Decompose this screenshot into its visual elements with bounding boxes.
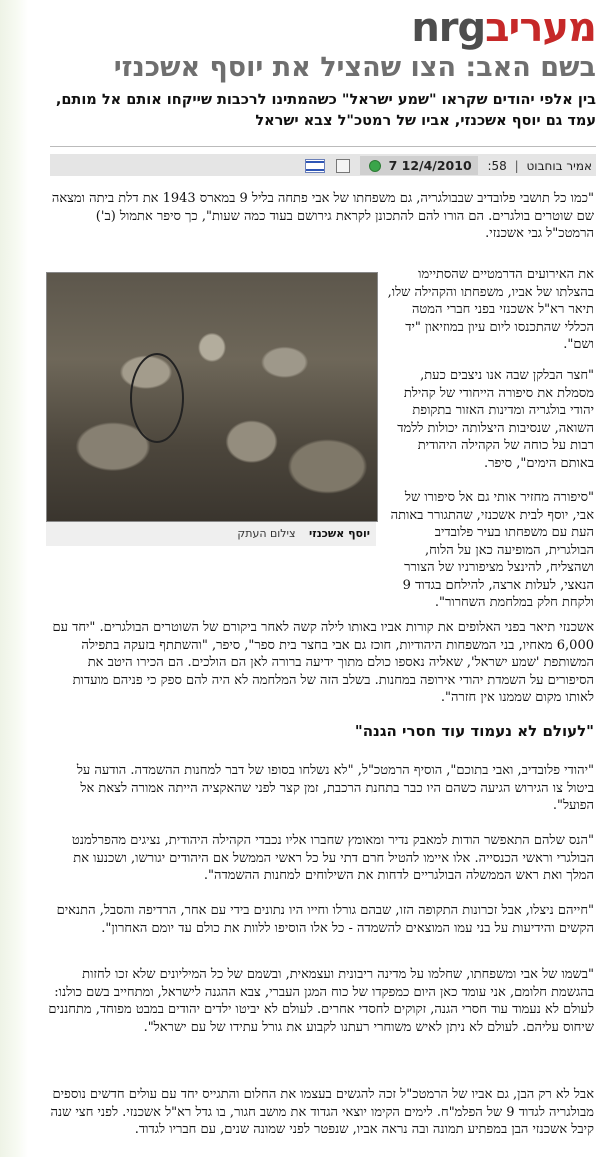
- paragraph-6: "יהודי פלובדיב, ואבי בתוכם", הוסיף הרמטכ"ל, "לא נשלחו בסופו של דבר למחנות ההשמדה. הודעה על ביטול צו הגירוש הגיעה כשהם היו כבר בתחנת הרכבת, זמן קצר לפני שהאקציה הייתה אמורה לצאת אל הפועל".: [76, 763, 594, 813]
- paragraph-5: אשכנזי תיאר בפני האלופים את קורות אביו באותו לילה קשה לאחר ביקורם של השוטרים הבולגרים. "יחד עם 6,000 מאחיו, בני המשפחות היהודיות, חוכז גם אבי בחצר בית ספר", סיפר, "והשתתף בזעקה בתפילה המשותפת 'שמע ישראל', שאליה נאספו כולם מתוך ידיעה ברורה לאן הם הולכים. הם הכירו היטב את הסיפורים על השמדת יהודי אירופה במחנות. בשלב הזה של המלחמה לא היה להם ספק כי פניהם מועדות לאותו מקום שממנו אין חזרה".: [52, 620, 594, 705]
- israel-flag-icon[interactable]: [305, 159, 325, 173]
- article-meta-bar: [50, 154, 596, 176]
- paragraph-1: "כמו כל תושבי פלובדיב שבבולגריה, גם משפחתו של אבי פתחה בליל 9 במארס 1943 את דלת ביתה ומצאה שם שוטרים בולגרים. הם הורו להם להתכונן לקראת גירושם בעוד כמה שעות", כך סיפר אתמול (ב') הרמטכ"ל גבי אשכנזי.: [51, 191, 594, 241]
- logo-nrg: nrg: [411, 5, 486, 51]
- article-photo[interactable]: [46, 272, 378, 522]
- print-icon[interactable]: [336, 159, 350, 173]
- paragraph-4: "סיפורה מחזיר אותי גם אל סיפורו של אבי, יוסף לבית אשכנזי, שהתגורר באותה העת עם משפחתו בעיר פלובדיב הבולגרית, המופיעה כאן על הלוח, ושהצליח, להינצל מציפורניו של הצורר הנאצי, לעלות ארצה, להילחם בגדוד 9 ולקחת חלק במלחמת השחרור".: [390, 490, 594, 610]
- paragraph-8: "חייהם ניצלו, אבל זכרונות התקופה הזו, שבהם גורלו וחייו היו נתונים בידי עם אחר, הרדיפה והסבל, התנאים הקשים והידיעות על בני עמו המוצאים להשמדה - כל אלו הוסיפו ללוות את כולם עד יומם האחרון".: [56, 903, 594, 936]
- photo-caption-name: יוסף אשכנזי: [309, 527, 370, 540]
- paragraph-7: "הנס שלהם התאפשר הודות למאבק נדיר ומאומץ שחברו אליו נכבדי הקהילה היהודית, נציגים מהפרלמנט הבולגרי וראשי הכנסייה. אלו איימו להטיל חרם דתי על כל ראשי הממשל אם היהודים יגורשו, ושכנעו את המלך ואת ראש הממשלה הבולגריים לדחות את השילוחים למחנות ההשמדה".: [71, 833, 594, 883]
- article-page: [28, 0, 614, 1157]
- photo-caption-credit: צילום העתק: [237, 527, 296, 540]
- section-subheading: "לעולם לא נעמוד עוד חסרי הגנה": [354, 722, 594, 740]
- header-divider: [50, 146, 596, 147]
- publish-date: [360, 156, 477, 175]
- paragraph-2: את האירועים הדרמטיים שהסתיימו בהצלתו של אביו, משפחתו והקהילה שלו, תיאר רא"ל אשכנזי בפני חברי המטה הכללי שהתכנסו ליום עיון במוזיאון "יד ושם".: [387, 267, 594, 352]
- logo-maariv: מעריב: [485, 5, 596, 51]
- author-link[interactable]: אמיר בוחבוט: [526, 158, 592, 173]
- clock-icon: [369, 160, 381, 172]
- page-number: 58:: [487, 158, 507, 173]
- paragraph-10: אבל לא רק הבן, גם אביו של הרמטכ"ל זכה להגשים בעצמו את החלום והתגייס יחד עם עולים חדשים נוספים מבולגריה לגדוד 9 של הפלמ"ח. לימים הקימו יוצאי הגדוד את מושב חגור, בו גדל רא"ל אשכנזי. לפני חצי שנה קיבל אשכנזי הבן במפתיע תמונה ובה נראה אביו, שנפטר לפני שמונה שנים, עם חבריו לגדוד.: [50, 1087, 594, 1137]
- paragraph-3: "חצר הבלקן שבה אנו ניצבים כעת, מסמלת את סיפורה הייחודי של קהילת יהודי בולגריה ומדינות האזור בתקופת השואה, שנסיבות היצלותה יכולות ללמד רבות על כוחה של הקהילה היהודית באותם הימים", סיפר.: [397, 368, 594, 471]
- photo-caption: [46, 522, 376, 546]
- photo-highlight-circle: [130, 353, 184, 443]
- article-subhead: בין אלפי יהודים שקראו "שמע ישראל" כשהמתינו לרכבות שייקחו אותם אל מותם, עמד גם יוסף אשכנזי, אביו של רמטכ"ל צבא ישראל: [55, 92, 596, 129]
- left-decorative-strip: [0, 0, 28, 1157]
- publish-date-text: 12/4/2010 7: [388, 157, 472, 173]
- paragraph-9: "בשמו של אבי ומשפחתו, שחלמו על מדינה ריבונית ועצמאית, ובשמם של כל המיליונים שלא זכו לחזות בהגשמת חלומם, אני עומד כאן היום כמפקדו של כוח המגן העברי, צבא ההגנה לישראל, ומתחייב בשם כולנו: לעולם לא נעמוד עוד חסרי הגנה, זקוקים לחסדי אחרים. לעולם לא יביטו ילדים יהודים במבט מפוחד, מתחננים שיחוס עליהם. לעולם לא ניתן לאיש משוחרי רעתנו לקבוע את גורל עתידו של עם ישראל".: [48, 967, 594, 1035]
- article-headline: בשם האב: הצו שהציל את יוסף אשכנזי: [113, 52, 596, 83]
- site-logo[interactable]: [411, 6, 596, 50]
- meta-separator: |: [514, 158, 519, 173]
